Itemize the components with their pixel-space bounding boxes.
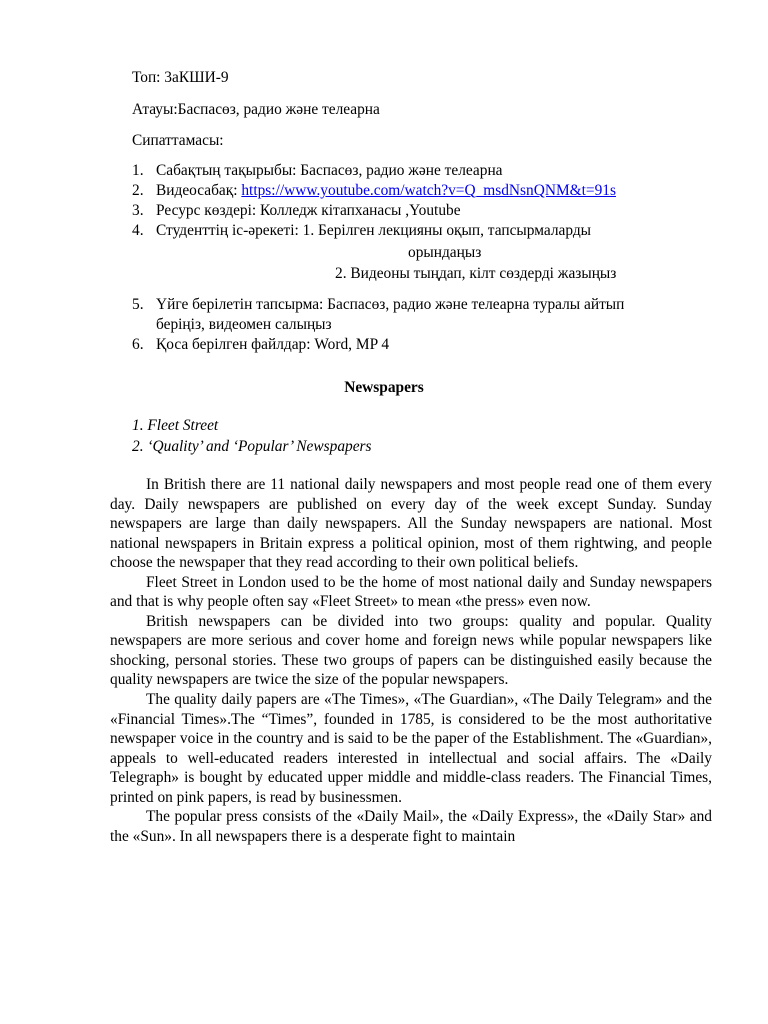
subtopic-list: [132, 416, 372, 457]
list-number: 1.: [132, 162, 144, 179]
subtopic-item: 1. Fleet Street: [132, 417, 219, 434]
paragraph: British newspapers can be divided into two groups: quality and popular. Quality newspapers are more serious and cover home and foreign news while popular newspapers like shocking, personal stories. These two groups of papers can be distinguished easily because the quality newspapers are twice the size of the popular newspapers.: [110, 612, 712, 689]
list-text: Қоса берілген файлдар: Word, MP 4: [156, 336, 390, 353]
list-text: Студенттің іс-әрекеті: 1. Берілген лекцияны оқып, тапсырмаларды: [156, 222, 591, 239]
video-lesson-link[interactable]: https://www.youtube.com/watch?v=Q_msdNsnQNM&t=91s: [241, 182, 616, 199]
article-body: [110, 475, 712, 846]
list-number: 3.: [132, 202, 144, 219]
lesson-info-list-2: [132, 295, 732, 355]
list-item: [132, 335, 732, 355]
description-label: Сипаттамасы:: [132, 132, 224, 149]
list-text-continuation: орындаңыз: [408, 244, 482, 261]
list-item: [132, 295, 732, 335]
lesson-title: Атауы:Баспасөз, радио және телеарна: [132, 101, 380, 118]
list-number: 4.: [132, 222, 144, 239]
list-text: Сабақтың тақырыбы: Баспасөз, радио және телеарна: [156, 162, 503, 179]
paragraph: In British there are 11 national daily newspapers and most people read one of them every day. Daily newspapers are published on every day of the week except Sunday. Sunday newspapers are large than daily newspapers. All the Sunday newspapers are national. Most national newspapers in Britain express a political opinion, most of them rightwing, and people choose the newspaper that they read according to their own political beliefs.: [110, 476, 712, 572]
list-number: 2.: [132, 182, 144, 199]
paragraph: Fleet Street in London used to be the home of most national daily and Sunday newspapers and that is why people often say «Fleet Street» to mean «the press» even now.: [110, 573, 712, 611]
list-text: Ресурс көздері: Колледж кітапханасы ,Youtube: [156, 202, 461, 219]
subtopic-item: 2. ‘Quality’ and ‘Popular’ Newspapers: [132, 437, 372, 455]
list-item: [132, 201, 732, 221]
list-subitem: 2. Видеоны тыңдап, кілт сөздерді жазыңыз: [335, 265, 617, 282]
paragraph: The popular press consists of the «Daily Mail», the «Daily Express», the «Daily Star» and the «Sun». In all newspapers there is a desperate fight to maintain: [110, 808, 712, 845]
lesson-info-list: [132, 161, 732, 241]
paragraph: The quality daily papers are «The Times», «The Guardian», «The Daily Telegram» and the «Financial Times».The “Times”, founded in 1785, is considered to be the most authoritative newspaper voice in the country and is said to be the paper of the Establishment. The «Guardian», appeals to well-educated readers interested in intellectual and social affairs. The «Daily Telegraph» is bought by educated upper middle and middle-class readers. The Financial Times, printed on pink papers, is read by businessmen.: [110, 691, 712, 806]
list-number: 6.: [132, 336, 144, 353]
section-heading: Newspapers: [344, 379, 424, 396]
list-text-continuation: беріңіз, видеомен салыңыз: [156, 316, 332, 333]
list-text: Видеосабақ:: [156, 182, 242, 199]
list-number: 5.: [132, 296, 144, 313]
list-text: Үйге берілетін тапсырма: Баспасөз, радио және телеарна туралы айтып: [156, 296, 625, 313]
list-item: [132, 181, 732, 201]
list-item: [132, 161, 732, 181]
topic-group: Топ: 3аКШИ-9: [132, 69, 229, 86]
list-item: [132, 221, 732, 241]
